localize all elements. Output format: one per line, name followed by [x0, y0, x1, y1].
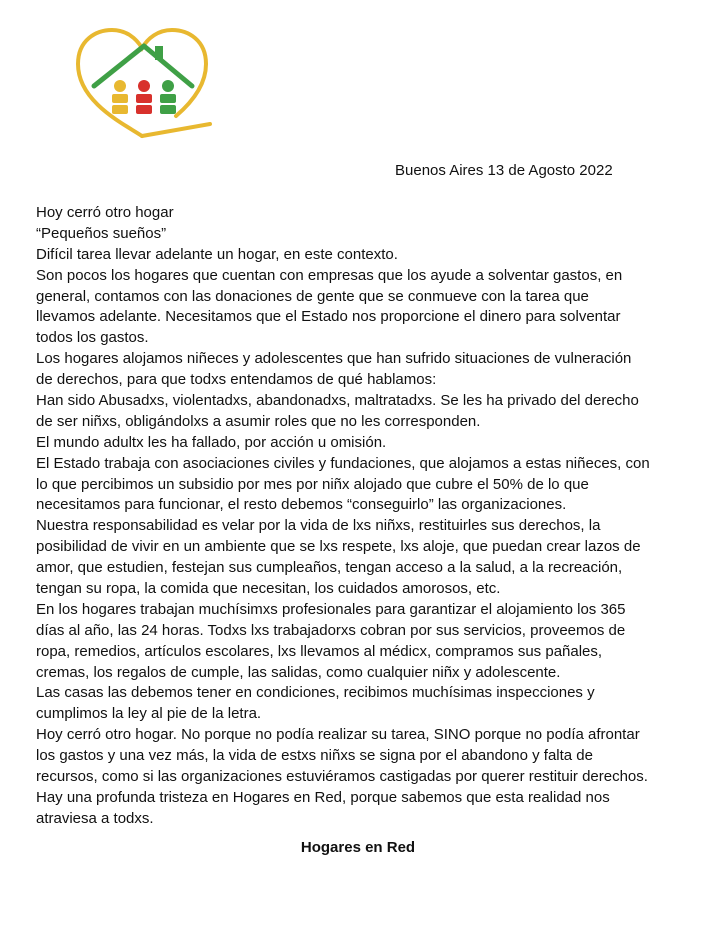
letter-line: de derechos, para que todxs entendamos de qué hablamos:: [36, 371, 437, 389]
letter-line: lo que percibimos un subsidio por mes por niñx alojado que cubre el 50% de lo que: [36, 475, 589, 493]
letter-line: todos los gastos.: [36, 329, 149, 347]
letter-line: ropa, remedios, artículos escolares, lxs llevamos al médicx, compramos sus pañales,: [36, 642, 603, 660]
letter-line: Son pocos los hogares que cuentan con empresas que los ayude a solventar gastos, en: [36, 266, 623, 284]
letter-line: En los hogares trabajan muchísimxs profesionales para garantizar el alojamiento los 365: [36, 600, 626, 618]
letter-line: atraviesa a todxs.: [36, 809, 154, 827]
letter-line: días al año, las 24 horas. Todxs lxs trabajadorxs cobran por sus servicios, proveemos de: [36, 621, 626, 639]
letter-line: “Pequeños sueños”: [36, 224, 167, 242]
house-family-heart-icon: [72, 24, 212, 150]
letter-line: Nuestra responsabilidad es velar por la vida de lxs niñxs, restituirles sus derechos, la: [36, 517, 601, 535]
letter-line: llevamos adelante. Necesitamos que el Estado nos proporcione el dinero para solventar: [36, 308, 621, 326]
letter-line: cumplimos la ley al pie de la letra.: [36, 705, 262, 723]
letter-line: Las casas las debemos tener en condiciones, recibimos muchísimas inspecciones y: [36, 684, 595, 702]
letter-line: Hoy cerró otro hogar. No porque no podía realizar su tarea, SINO porque no podía afrontar: [36, 726, 640, 744]
letter-line: cremas, los regalos de cumple, las salidas, como cualquier niñx y adolescente.: [36, 663, 561, 681]
letter-line: Han sido Abusadxs, violentadxs, abandonadxs, maltratadxs. Se les ha privado del derecho: [36, 392, 639, 410]
letter-line: amor, que estudien, festejan sus cumpleaños, tengan acceso a la salud, a la recreación,: [36, 559, 623, 577]
letter-date: Buenos Aires 13 de Agosto 2022: [395, 162, 613, 179]
hogares-en-red-logo: [72, 24, 212, 150]
letter-line: de ser niñxs, obligándolxs a asumir roles que no les corresponden.: [36, 412, 481, 430]
letter-line: general, contamos con las donaciones de gente que se conmueve con la tarea que: [36, 287, 589, 305]
letter-line: Difícil tarea llevar adelante un hogar, en este contexto.: [36, 245, 398, 263]
letter-line: Hay una profunda tristeza en Hogares en Red, porque sabemos que esta realidad nos: [36, 788, 610, 806]
letter-line: los gastos y una vez más, la vida de estxs niñxs se signa por el abandono y falta de: [36, 747, 593, 765]
letter-line: Los hogares alojamos niñeces y adolescentes que han sufrido situaciones de vulneración: [36, 350, 632, 368]
letter-line: necesitamos para funcionar, el resto debemos “conseguirlo” las organizaciones.: [36, 496, 567, 514]
letter-body: [36, 203, 696, 830]
letter-line: posibilidad de vivir en un ambiente que se lxs respete, lxs aloje, que puedan crear lazos de: [36, 538, 641, 556]
letter-line: El Estado trabaja con asociaciones civiles y fundaciones, que alojamos a estas niñeces, con: [36, 454, 650, 472]
letter-line: El mundo adultx les ha fallado, por acción u omisión.: [36, 433, 387, 451]
letter-line: tengan su ropa, la comida que necesitan, los cuidados amorosos, etc.: [36, 580, 501, 598]
letter-line: Hoy cerró otro hogar: [36, 204, 174, 221]
letter-signature: Hogares en Red: [300, 839, 416, 856]
letter-line: recursos, como si las organizaciones estuviéramos castigadas por querer restituir derechos.: [36, 768, 648, 786]
